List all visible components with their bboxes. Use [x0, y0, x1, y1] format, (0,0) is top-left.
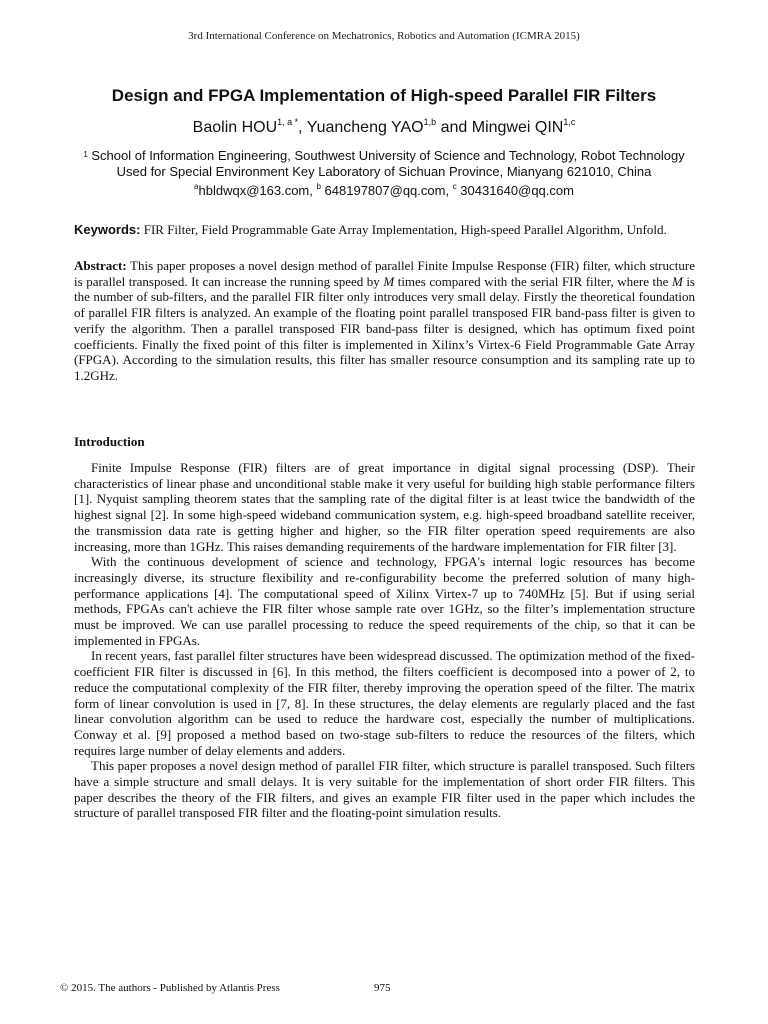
affiliation-line-1: School of Information Engineering, Southwest University of Science and Technology, Robot Technology	[87, 148, 685, 163]
email-address: hbldwqx@163.com,	[198, 183, 317, 198]
paragraph: Finite Impulse Response (FIR) filters are of great importance in digital signal processing (DSP). Their characteristics of linear phase and unconditional stable make it very useful for building high stable performance filters [1]. Nyquist sampling theorem states that the sampling rate of the digital filter is at least twice the bandwidth of the highest signal [2]. In some high-speed wideband communication system, e.g. high-speed broadband satellite receiver, the transmission data rate is getting higher and higher, so the FIR filter operation speed requirements are also increasing, more than 1GHz. This raises demanding requirements of the hardware implementation for FIR filter [3].	[74, 460, 695, 554]
paragraph: This paper proposes a novel design method of parallel FIR filter, which structure is parallel transposed. Such filters have a simple structure and small delays. It is very suitable for the implementation of short order FIR filters. This paper describes the theory of the FIR filters, and gives an example FIR filter used in the paper which includes the structure of parallel transposed FIR filter and the floating-point simulation results.	[74, 758, 695, 821]
author-name: Baolin HOU	[192, 119, 278, 136]
email-address: 30431640@qq.com	[456, 183, 574, 198]
paper-title: Design and FPGA Implementation of High-speed Parallel FIR Filters	[111, 86, 657, 105]
paragraph: With the continuous development of science and technology, FPGA's internal logic resources has become increasingly diverse, its structure flexibility and re-configurability become the preferred solution of many high-performance applications [4]. The computational speed of Xilinx Virtex-7 up to 740MHz [5]. But if using serial methods, FPGAs can't achieve the FIR filter whose sample rate over 1GHz, so the filter’s implementation structure must be improved. We can use parallel processing to reduce the speed requirements of the chip, so that it can be implemented in FPGAs.	[74, 554, 695, 648]
page-number: 975	[374, 982, 391, 994]
email-superscript: b	[316, 182, 321, 191]
author-list	[0, 119, 768, 137]
author-superscript: 1, a *	[277, 117, 299, 127]
author-separator: and	[436, 119, 472, 136]
author-name: Mingwei QIN	[471, 119, 564, 136]
abstract-variable-m: M	[383, 273, 395, 289]
paragraph: In recent years, fast parallel filter structures have been widespread discussed. The optimization method of the fixed-coefficient FIR filter is discussed in [6]. In this method, the filters coefficient is decomposed into a power of 2, to reduce the computational complexity of the FIR filter, thereby improving the operation speed of the filter. The matrix form of linear convolution is used in [7, 8]. In these structures, the delay elements are regularly placed and the fast linear convolution algorithm can be used to reduce the hardware cost, especially the number of multiplications. Conway et al. [9] proposed a method based on two-stage sub-filters to reduce the resources of the filters, which requires large number of delay elements and adders.	[74, 648, 695, 758]
abstract-text: This paper proposes a novel design method of parallel Finite Impulse Response (FIR) filter, which structure is parallel transposed. It can increase the running speed by	[74, 258, 695, 289]
abstract	[74, 258, 695, 384]
email-address: 648197807@qq.com,	[320, 183, 453, 198]
keywords-label: Keywords:	[74, 222, 141, 237]
author-name: Yuancheng YAO	[306, 119, 424, 136]
email-superscript: c	[452, 182, 457, 191]
keywords	[74, 222, 695, 238]
abstract-text: times compared with the serial FIR filter, where the	[394, 273, 672, 289]
keywords-text: FIR Filter, Field Programmable Gate Array Implementation, High-speed Parallel Algorithm, Unfold.	[140, 222, 667, 237]
affiliation-superscript: 1	[83, 150, 88, 159]
author-superscript: 1,b	[423, 117, 437, 127]
copyright-footer: © 2015. The authors - Published by Atlantis Press	[60, 982, 280, 994]
email-superscript: a	[194, 182, 199, 191]
abstract-label: Abstract:	[74, 258, 127, 273]
author-separator: ,	[298, 119, 307, 136]
introduction-body	[74, 460, 695, 821]
author-superscript: 1,c	[563, 117, 576, 127]
affiliation-line-2: Used for Special Environment Key Laboratory of Sichuan Province, Mianyang 621010, China	[116, 164, 652, 179]
conference-header: 3rd International Conference on Mechatronics, Robotics and Automation (ICMRA 2015)	[188, 30, 580, 42]
abstract-text: is the number of sub-filters, and the parallel FIR filter only introduces very small delay. Firstly the theoretical foundation of parallel FIR filters is analyzed. An example of the floating point parallel transposed FIR band-pass filter is given to verify the algorithm. Then a parallel transposed FIR band-pass filter is designed, which has optimum fixed point coefficients. Finally the fixed point of this filter is implemented in Xilinx’s Virtex-6 Field Programmable Gate Array (FPGA). According to the simulation results, this filter has smaller resource consumption and its sampling rate up to 1.2GHz.	[74, 273, 695, 383]
author-emails	[0, 183, 768, 198]
section-heading-introduction: Introduction	[74, 434, 145, 449]
abstract-variable-m: M	[671, 273, 683, 289]
affiliation	[0, 148, 768, 180]
